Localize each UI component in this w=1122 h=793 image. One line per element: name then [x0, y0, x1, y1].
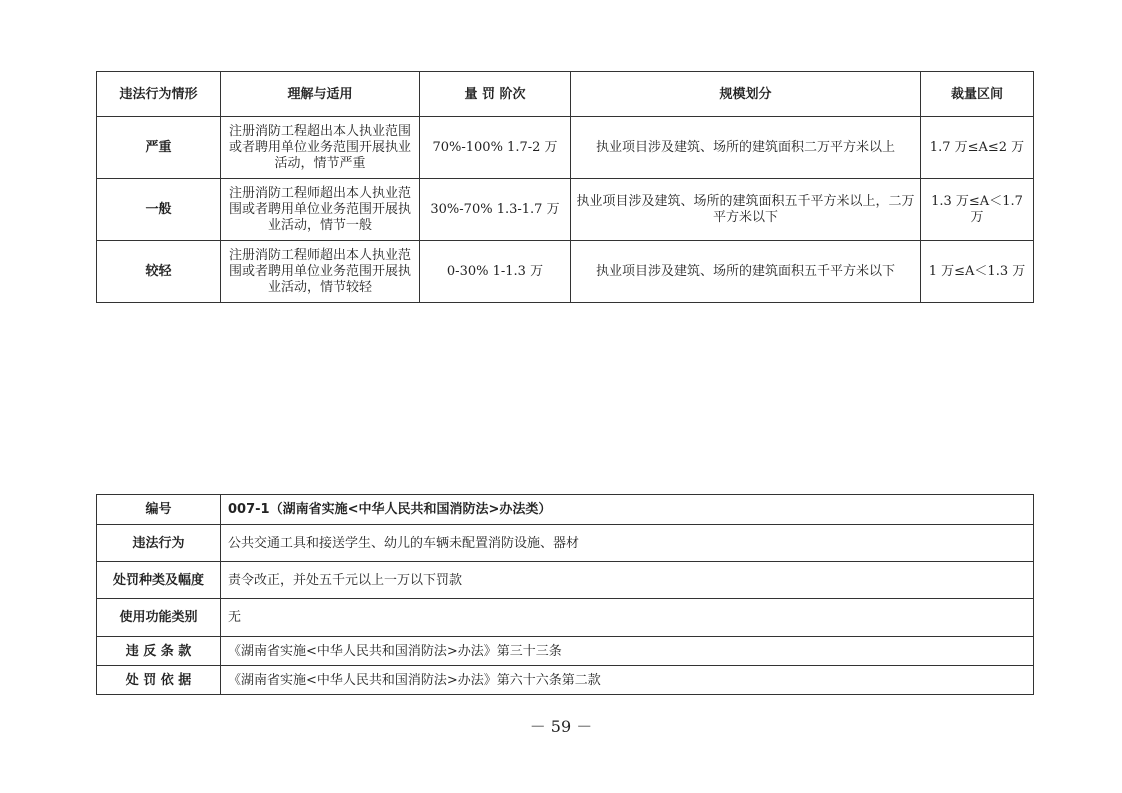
violation-label: 违法行为	[97, 525, 221, 562]
row-understanding: 注册消防工程师超出本人执业范围或者聘用单位业务范围开展执业活动，情节一般	[221, 179, 420, 241]
row-understanding: 注册消防工程超出本人执业范围或者聘用单位业务范围开展执业活动，情节严重	[221, 117, 420, 179]
row-range: 1.7 万≤A≤2 万	[921, 117, 1034, 179]
table-row	[97, 637, 1034, 666]
penalty-basis-value: 《湖南省实施<中华人民共和国消防法>办法》第六十六条第二款	[221, 666, 1034, 695]
page-number: － 59 －	[529, 717, 593, 736]
header-violation-situation: 违法行为情形	[97, 72, 221, 117]
discretion-criteria-table	[96, 71, 1034, 303]
row-level: 严重	[97, 117, 221, 179]
function-category-label: 使用功能类别	[97, 599, 221, 637]
penalty-type-label: 处罚种类及幅度	[97, 562, 221, 599]
penalty-basis-label: 处 罚 依 据	[97, 666, 221, 695]
number-label: 编号	[97, 495, 221, 525]
row-range: 1.3 万≤A＜1.7 万	[921, 179, 1034, 241]
row-penalty: 0-30% 1-1.3 万	[420, 241, 571, 303]
table-row	[97, 599, 1034, 637]
criteria-header-row	[97, 72, 1034, 117]
violation-item-table	[96, 494, 1034, 695]
row-scale: 执业项目涉及建筑、场所的建筑面积五千平方米以上，二万平方米以下	[571, 179, 921, 241]
row-scale: 执业项目涉及建筑、场所的建筑面积二万平方米以上	[571, 117, 921, 179]
row-understanding: 注册消防工程师超出本人执业范围或者聘用单位业务范围开展执业活动，情节较轻	[221, 241, 420, 303]
header-scale: 规模划分	[571, 72, 921, 117]
header-understanding: 理解与适用	[221, 72, 420, 117]
row-level: 一般	[97, 179, 221, 241]
penalty-type-value: 责令改正，并处五千元以上一万以下罚款	[221, 562, 1034, 599]
violated-clause-value: 《湖南省实施<中华人民共和国消防法>办法》第三十三条	[221, 637, 1034, 666]
table-row	[97, 495, 1034, 525]
row-scale: 执业项目涉及建筑、场所的建筑面积五千平方米以下	[571, 241, 921, 303]
table-row	[97, 117, 1034, 179]
violated-clause-label: 违 反 条 款	[97, 637, 221, 666]
violation-value: 公共交通工具和接送学生、幼儿的车辆未配置消防设施、器材	[221, 525, 1034, 562]
function-category-value: 无	[221, 599, 1034, 637]
header-penalty-level: 量 罚 阶次	[420, 72, 571, 117]
table-row	[97, 562, 1034, 599]
row-range: 1 万≤A＜1.3 万	[921, 241, 1034, 303]
table-row	[97, 525, 1034, 562]
number-value: 007-1（湖南省实施<中华人民共和国消防法>办法类）	[221, 495, 1034, 525]
row-penalty: 30%-70% 1.3-1.7 万	[420, 179, 571, 241]
table-row	[97, 666, 1034, 695]
table-row	[97, 179, 1034, 241]
row-penalty: 70%-100% 1.7-2 万	[420, 117, 571, 179]
table-row	[97, 241, 1034, 303]
header-discretion-range: 裁量区间	[921, 72, 1034, 117]
row-level: 较轻	[97, 241, 221, 303]
